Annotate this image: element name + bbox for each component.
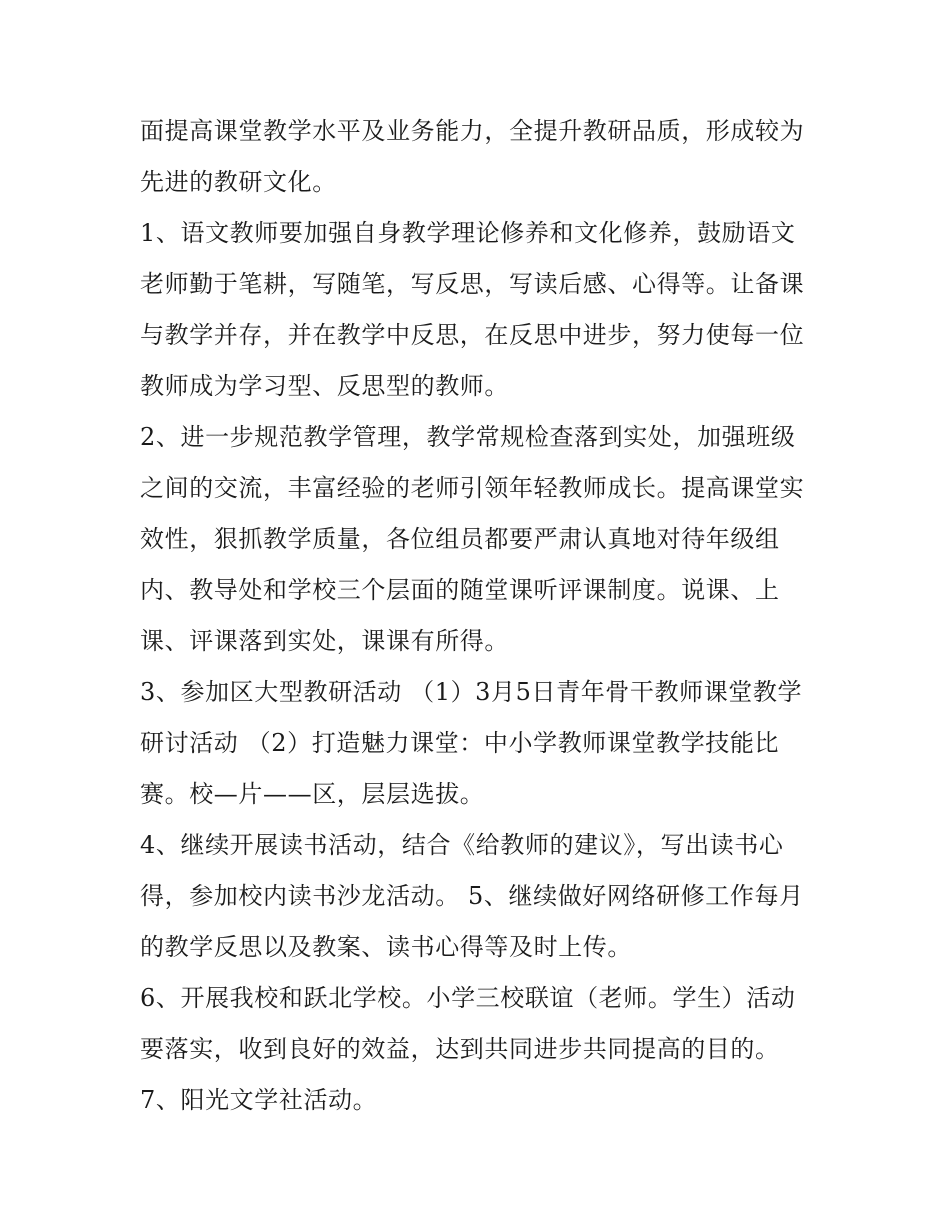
text-line-15: 4、继续开展读书活动，结合《给教师的建议》，写出读书心	[140, 831, 784, 859]
text-line-3: 1、语文教师要加强自身教学理论修养和文化修养，鼓励语文	[140, 219, 796, 247]
text-line-10: 内、教导处和学校三个层面的随堂课听评课制度。说课、上	[140, 576, 780, 604]
text-line-12: 3、参加区大型教研活动 （1）3月5日青年骨干教师课堂教学	[140, 678, 803, 706]
text-line-17: 的教学反思以及教案、读书心得等及时上传。	[140, 933, 632, 961]
text-line-6: 教师成为学习型、反思型的教师。	[140, 372, 509, 400]
text-line-4: 老师勤于笔耕，写随笔，写反思，写读后感、心得等。让备课	[140, 270, 805, 298]
text-line-13: 研讨活动 （2）打造魅力课堂：中小学教师课堂教学技能比	[140, 729, 780, 757]
text-line-9: 效性，狠抓教学质量，各位组员都要严肃认真地对待年级组	[140, 525, 780, 553]
text-line-18: 6、开展我校和跃北学校。小学三校联谊（老师。学生）活动	[140, 984, 796, 1012]
text-line-14: 赛。校—片——区，层层选拔。	[140, 780, 485, 808]
text-line-19: 要落实，收到良好的效益，达到共同进步共同提高的目的。	[140, 1035, 780, 1063]
text-line-8: 之间的交流，丰富经验的老师引领年轻教师成长。提高课堂实	[140, 474, 805, 502]
text-line-2: 先进的教研文化。	[140, 168, 337, 196]
document-body	[140, 106, 830, 1126]
text-line-1: 面提高课堂教学水平及业务能力，全提升教研品质，形成较为	[140, 117, 805, 145]
text-line-20: 7、阳光文学社活动。	[140, 1086, 378, 1114]
text-line-5: 与教学并存，并在教学中反思，在反思中进步，努力使每一位	[140, 321, 805, 349]
text-line-11: 课、评课落到实处，课课有所得。	[140, 627, 509, 655]
text-line-16: 得，参加校内读书沙龙活动。 5、继续做好网络研修工作每月	[140, 882, 804, 910]
text-line-7: 2、进一步规范教学管理，教学常规检查落到实处，加强班级	[140, 423, 796, 451]
